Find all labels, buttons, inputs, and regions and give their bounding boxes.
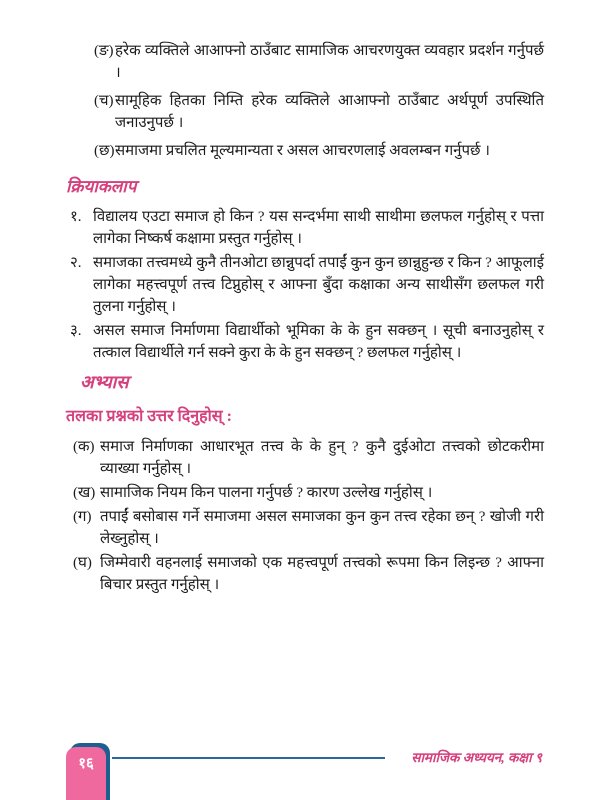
list-item <box>66 482 544 504</box>
page-content <box>66 40 544 598</box>
list-item-text: सामाजिक नियम किन पालना गर्नुपर्छ ? कारण उल्लेख गर्नुहोस् । <box>100 485 433 501</box>
list-item-label: (क) <box>73 439 95 455</box>
list-item-number: ३. <box>70 323 82 339</box>
activity-list <box>66 206 544 364</box>
list-item-text: तपाईं बसोबास गर्ने समाजमा असल समाजका कुन कुन तत्त्व रहेका छन् ? खोजी गरी लेख्नुहोस् । <box>100 509 544 547</box>
list-item <box>66 552 544 596</box>
list-item-text: सामूहिक हितका निम्ति हरेक व्यक्तिले आआफ्नो ठाउँबाट अर्थपूर्ण उपस्थिति जनाउनुपर्छ । <box>115 93 544 131</box>
list-item-text: समाजका तत्त्वमध्ये कुनै तीनओटा छान्नुपर्दा तपाईं कुन कुन छान्नुहुन्छ र किन ? आफूलाई लागेका महत्त्वपूर्ण तत्त्व टिप्नुहोस् र आफ्ना बुँदा कक्षाका अन्य साथीसँग छलफल गरी तुलना गर्नुहोस् । <box>93 255 544 315</box>
exercise-list <box>66 436 544 596</box>
list-item <box>66 506 544 550</box>
list-item-text: विद्यालय एउटा समाज हो किन ? यस सन्दर्भमा साथी साथीमा छलफल गर्नुहोस् र पत्ता लागेका निष्कर्ष कक्षामा प्रस्तुत गर्नुहोस् । <box>93 209 544 247</box>
intro-list <box>66 40 544 162</box>
list-item-number: २. <box>70 255 82 271</box>
list-item-label: (छ) <box>94 143 115 159</box>
list-item <box>66 436 544 480</box>
list-item <box>66 140 544 162</box>
list-item-text: समाज निर्माणका आधारभूत तत्त्व के के हुन् ? कुनै दुईओटा तत्त्वको छोटकरीमा व्याख्या गर्नुहोस् । <box>100 439 544 477</box>
list-item <box>66 40 544 84</box>
list-item-text: असल समाज निर्माणमा विद्यार्थीको भूमिका के के हुन सक्छन् । सूची बनाउनुहोस् र तत्काल विद्यार्थीले गर्न सक्ने कुरा के के हुन सक्छन् ? छलफल गर्नुहोस् । <box>93 323 544 361</box>
list-item-text: समाजमा प्रचलित मूल्यमान्यता र असल आचरणलाई अवलम्बन गर्नुपर्छ । <box>115 143 490 159</box>
list-item-number: १. <box>70 209 82 225</box>
activity-heading: क्रियाकलाप <box>66 177 137 196</box>
list-item-label: (ङ) <box>94 43 114 59</box>
exercise-heading: अभ्यास <box>80 372 129 392</box>
list-item <box>66 206 544 250</box>
list-item <box>66 90 544 134</box>
footer-book-title: सामाजिक अध्ययन, कक्षा ९ <box>411 750 542 765</box>
footer-divider <box>112 757 385 759</box>
list-item-label: (घ) <box>73 555 92 571</box>
list-item <box>66 320 544 364</box>
list-item-label: (ख) <box>73 485 96 501</box>
exercise-subheading: तलका प्रश्नको उत्तर दिनुहोस् : <box>66 408 232 425</box>
list-item-text: जिम्मेवारी वहनलाई समाजको एक महत्त्वपूर्ण तत्त्वको रूपमा किन लिइन्छ ? आफ्ना बिचार प्रस्तुत गर्नुहोस् । <box>100 555 544 593</box>
list-item <box>66 252 544 318</box>
list-item-label: (च) <box>94 93 114 109</box>
list-item-label: (ग) <box>73 509 92 525</box>
page-number-tab: १६ <box>66 747 106 800</box>
list-item-text: हरेक व्यक्तिले आआफ्नो ठाउँबाट सामाजिक आचरणयुक्त व्यवहार प्रदर्शन गर्नुपर्छ । <box>115 43 544 81</box>
